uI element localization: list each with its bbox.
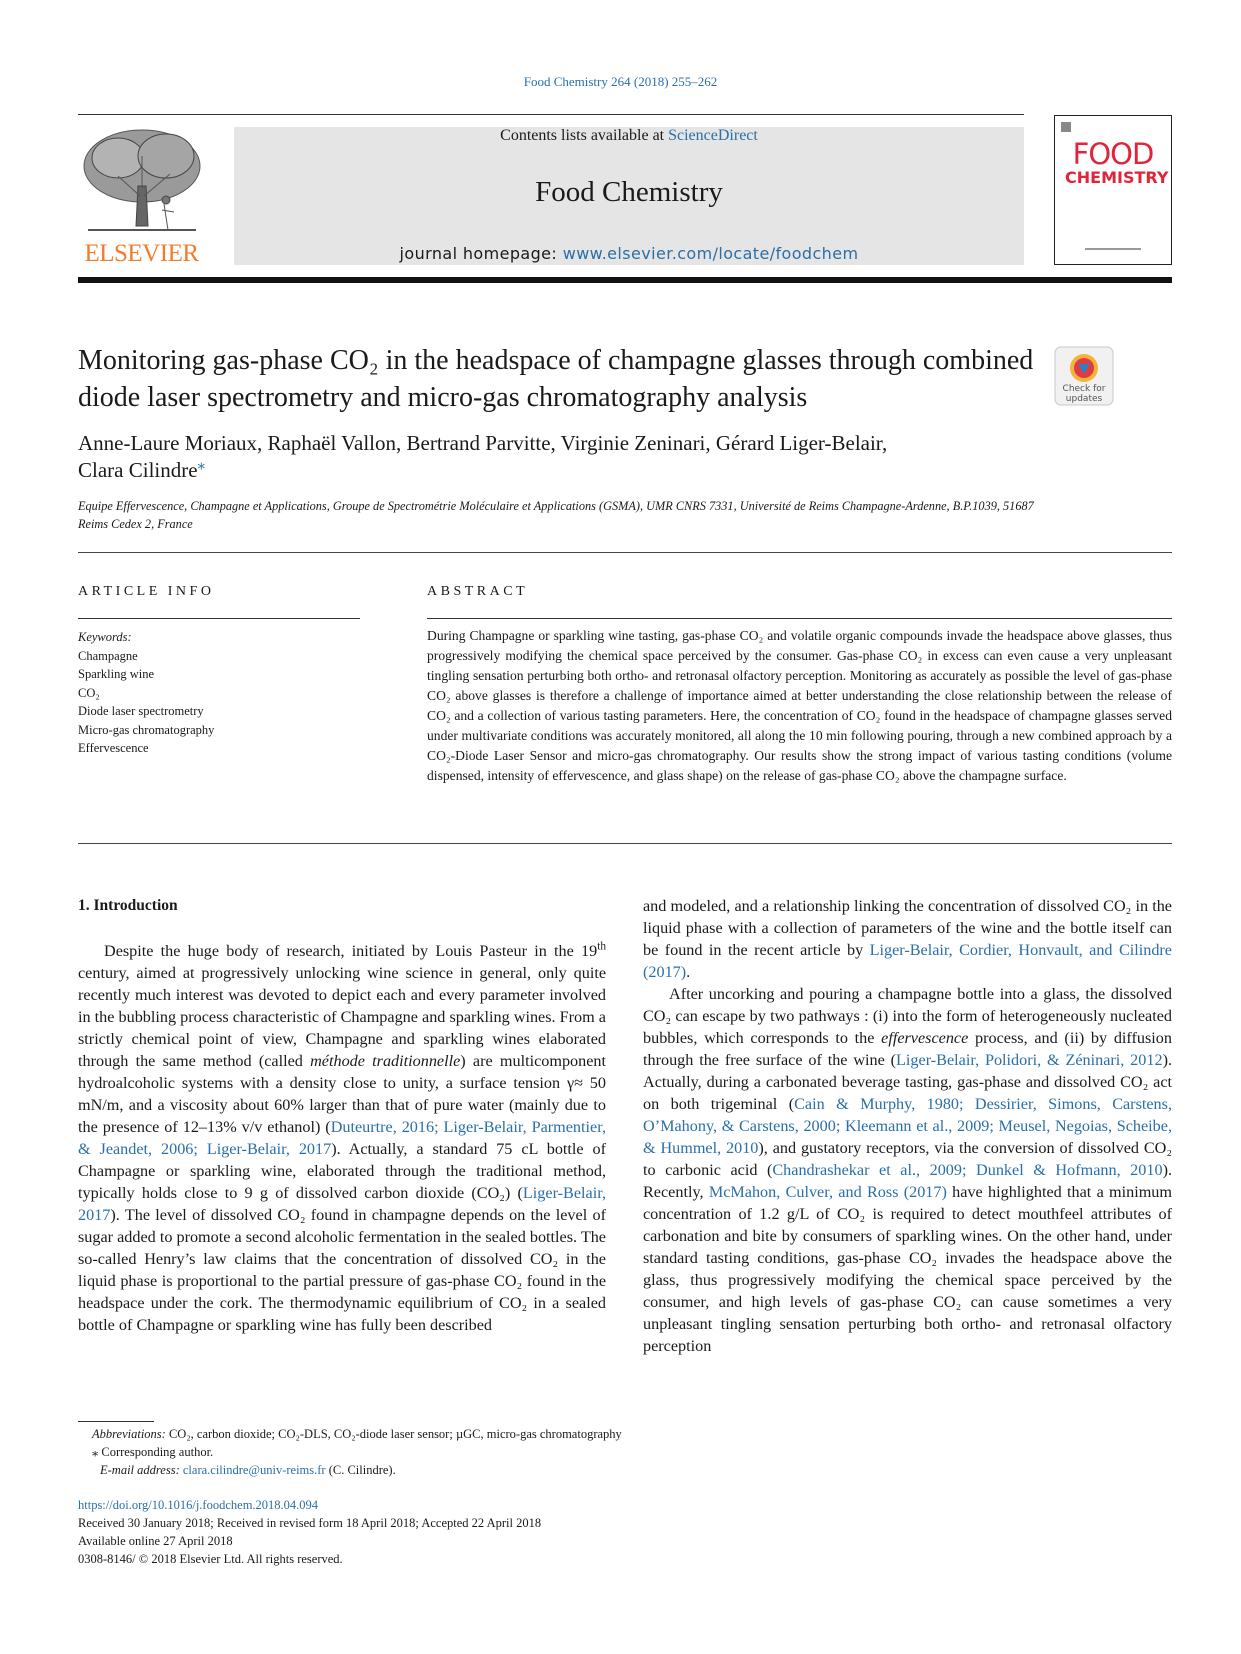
keywords-label: Keywords: [78,630,132,644]
abstract-text: During Champagne or sparkling wine tasting, gas-phase CO₂ and volatile organic compounds invade the headspace above glasses, thus progressively modifying the chemical space perceived by the consumer. Gas-phase CO₂ in excess can even cause a very unpleasant tingling sensation perturbing both ortho- and retronasal olfactory perception. Monitoring as accurately as possible the level of gas-phase CO₂ above glasses is therefore a challenge of importance aimed at better understanding the close relationship between the release of CO₂ and a collection of various tasting parameters. Here, the concentration of CO₂ found in the headspace of champagne glasses served under multivariate conditions was accurately monitored, all along the 10 min following pouring, through a new combined approach by a CO₂-Diode Laser Sensor and micro-gas chromatography. Our results show the strong impact of various tasting conditions (volume dispensed, intensity of effervescence, and glass shape) on the release of gas-phase CO₂ above the champagne surface. [427,628,1172,783]
abstract-bottom-rule [78,843,1172,844]
received-dates: Received 30 January 2018; Received in revised form 18 April 2018; Accepted 22 April 2018 [78,1516,542,1530]
intro-paragraph-1 [78,940,606,1336]
keyword-item: Diode laser spectrometry [78,704,204,718]
intro-paragraph-1-cont [643,895,1172,983]
abbreviations-label: Abbreviations: [92,1427,166,1441]
journal-name: Food Chemistry [535,176,723,208]
article-info-heading: ARTICLE INFO [78,584,215,599]
text-run: century, aimed at progressively unlocking wine science in general, only quite recently much interest was devoted to depict each and every parameter involved in the bubbling process characteristic of Champagne and sparkling wines. From a strictly chemical point of view, Champagne and sparkling wines elaborated through the same method (called [78,964,606,1070]
keywords-block [78,628,360,758]
abbreviations-text: CO₂, carbon dioxide; CO₂-DLS, CO₂-diode laser sensor; µGC, micro-gas chromatography [165,1427,622,1441]
author-list [78,430,1038,484]
footnotes [78,1425,978,1479]
check-for-updates-icon[interactable] [1054,346,1114,406]
cover-logo-icon [1061,122,1071,132]
homepage-prefix: journal homepage: [399,244,563,263]
text-run: ), and gustatory receptors, via the conversion of dissolved CO₂ to carbonic acid ( [643,1139,1172,1179]
cover-title-food: FOOD [1072,137,1154,171]
keyword-item: Sparkling wine [78,667,155,681]
authors-line-2: Clara Cilindre [78,458,198,482]
footnote-rule [78,1421,154,1422]
badge-text-line-2: updates [1065,394,1103,404]
homepage-link[interactable]: www.elsevier.com/locate/foodchem [562,244,859,263]
reference-link[interactable]: Duteurtre, 2016; Liger-Belair, Parmentier, & Jeandet, 2006; Liger-Belair, 2017 [78,1118,606,1158]
text-run: After uncorking and pouring a champagne bottle into a glass, the dissolved CO₂ can escape by two pathways : (i) into the form of heterogeneously nucleated bubbles, which corresponds to the [643,985,1172,1047]
abstract-heading: ABSTRACT [427,584,529,599]
publication-info [78,1496,978,1568]
doi-link[interactable]: https://doi.org/10.1016/j.foodchem.2018.04.094 [78,1498,319,1512]
text-run: ). Actually, a standard 75 cL bottle of Champagne or sparkling wine, elaborated through the traditional method, typically holds close to 9 g of dissolved carbon dioxide (CO₂) ( [78,1140,606,1202]
journal-citation[interactable]: Food Chemistry 264 (2018) 255–262 [523,74,718,89]
header-thick-rule [78,277,1172,283]
abbreviations-footnote [78,1425,978,1443]
corresponding-footnote: ⁎ Corresponding author. [92,1445,214,1459]
journal-homepage-line [234,244,1024,263]
food-chemistry-cover [1054,115,1172,265]
author-affiliation: Equipe Effervescence, Champagne et Applications, Groupe de Spectrométrie Moléculaire et Applications (GSMA), UMR CNRS 7331, Université de Reims Champagne-Ardenne, B.P.1039, 51687 Reims Cedex 2, France [78,499,1034,531]
email-suffix: (C. Cilindre). [325,1463,396,1477]
text-run: process, and (ii) by diffusion through the free surface of the wine ( [643,1029,1172,1069]
text-run: ) are multicomponent hydroalcoholic systems with a density close to unity, a surface tension γ≈ 50 mN/m, and a viscosity about 60% larger than that of pure water (mainly due to the presence of 12–13% v/v ethanol) ( [78,1052,606,1136]
affiliation-rule [78,552,1172,553]
email-label: E-mail address: [100,1463,180,1477]
keyword-item: CO₂ [78,685,100,700]
email-link[interactable]: clara.cilindre@univ-reims.fr [182,1463,326,1477]
cover-footer-line [1085,248,1141,250]
reference-link[interactable]: Cain & Murphy, 1980; Dessirier, Simons, Carstens, O’Mahony, & Carstens, 2000; Kleemann et al., 2009; Meusel, Negoias, Scheibe, & Hummel, 2010 [643,1095,1172,1157]
keyword-item: Micro-gas chromatography [78,722,215,737]
email-footnote [78,1461,978,1479]
cover-title-chemistry: CHEMISTRY [1065,168,1169,187]
corresponding-author-mark[interactable]: ⁎ [197,457,205,473]
introduction-heading: 1. Introduction [78,897,178,914]
emphasis: méthode traditionnelle [310,1052,461,1070]
authors-line-1: Anne-Laure Moriaux, Raphaël Vallon, Bertrand Parvitte, Virginie Zeninari, Gérard Liger-Belair, [78,431,888,455]
header-rule [78,114,1024,115]
article-info-rule [78,618,360,619]
superscript: th [597,940,606,953]
elsevier-wordmark: ELSEVIER [84,240,199,267]
intro-paragraph-2 [643,983,1172,1357]
keyword-item: Champagne [78,648,138,663]
reference-link[interactable]: Liger-Belair, 2017 [78,1184,606,1224]
text-run: and modeled, and a relationship linking the concentration of dissolved CO₂ in the liquid phase with a collection of parameters of the wine and the bottle itself can be found in the recent article by [643,897,1172,959]
text-run: ). The level of dissolved CO₂ found in champagne depends on the level of sugar added to promote a second alcoholic fermentation in the sealed bottles. The so-called Henry’s law claims that the concentration of dissolved CO₂ in the liquid phase is proportional to the partial pressure of gas-phase CO₂ found in the headspace under the cork. The thermodynamic equilibrium of CO₂ in a sealed bottle of Champagne or sparkling wine has fully been described [78,1206,606,1334]
intro-right-column [643,895,1172,1357]
emphasis: effervescence [881,1029,969,1047]
article-title: Monitoring gas-phase CO₂ in the headspace of champagne glasses through combined diode laser spectrometry and micro-gas chromatography analysis [78,345,1034,413]
text-run: . [686,963,691,981]
text-run: ). Actually, during a carbonated beverage tasting, gas-phase and dissolved CO₂ act on both trigeminal ( [643,1051,1172,1113]
text-run: ). Recently, [643,1161,1172,1201]
available-online-date: Available online 27 April 2018 [78,1534,233,1548]
reference-link[interactable]: Chandrashekar et al., 2009; Dunkel & Hofmann, 2010 [772,1161,1163,1179]
reference-link[interactable]: Liger-Belair, Cordier, Honvault, and Cilindre (2017) [643,941,1172,981]
contents-prefix: Contents lists available at [500,127,669,144]
sciencedirect-link[interactable]: ScienceDirect [668,127,758,144]
contents-line [234,127,1024,145]
abstract-rule [427,618,1172,619]
badge-text-line-1: Check for [1062,384,1106,394]
reference-link[interactable]: McMahon, Culver, and Ross (2017) [708,1183,947,1201]
copyright-line: 0308-8146/ © 2018 Elsevier Ltd. All rights reserved. [78,1552,343,1566]
text-run: have highlighted that a minimum concentration of 1.2 g/L of CO₂ is required to detect mouthfeel attributes of carbonation and bite by consumers of sparkling wines. On the other hand, under standard tasting conditions, gas-phase CO₂ invades the headspace above the glass, thus progressively modifying the chemical space perceived by the consumer, and high levels of gas-phase CO₂ can cause sometimes a very unpleasant tingling sensation perturbing both ortho- and retronasal olfactory perception [643,1183,1172,1355]
text-run: Despite the huge body of research, initiated by Louis Pasteur in the 19 [104,942,598,960]
keyword-item: Effervescence [78,741,149,755]
intro-left-column [78,940,606,1336]
reference-link[interactable]: Liger-Belair, Polidori, & Zéninari, 2012 [896,1051,1163,1069]
